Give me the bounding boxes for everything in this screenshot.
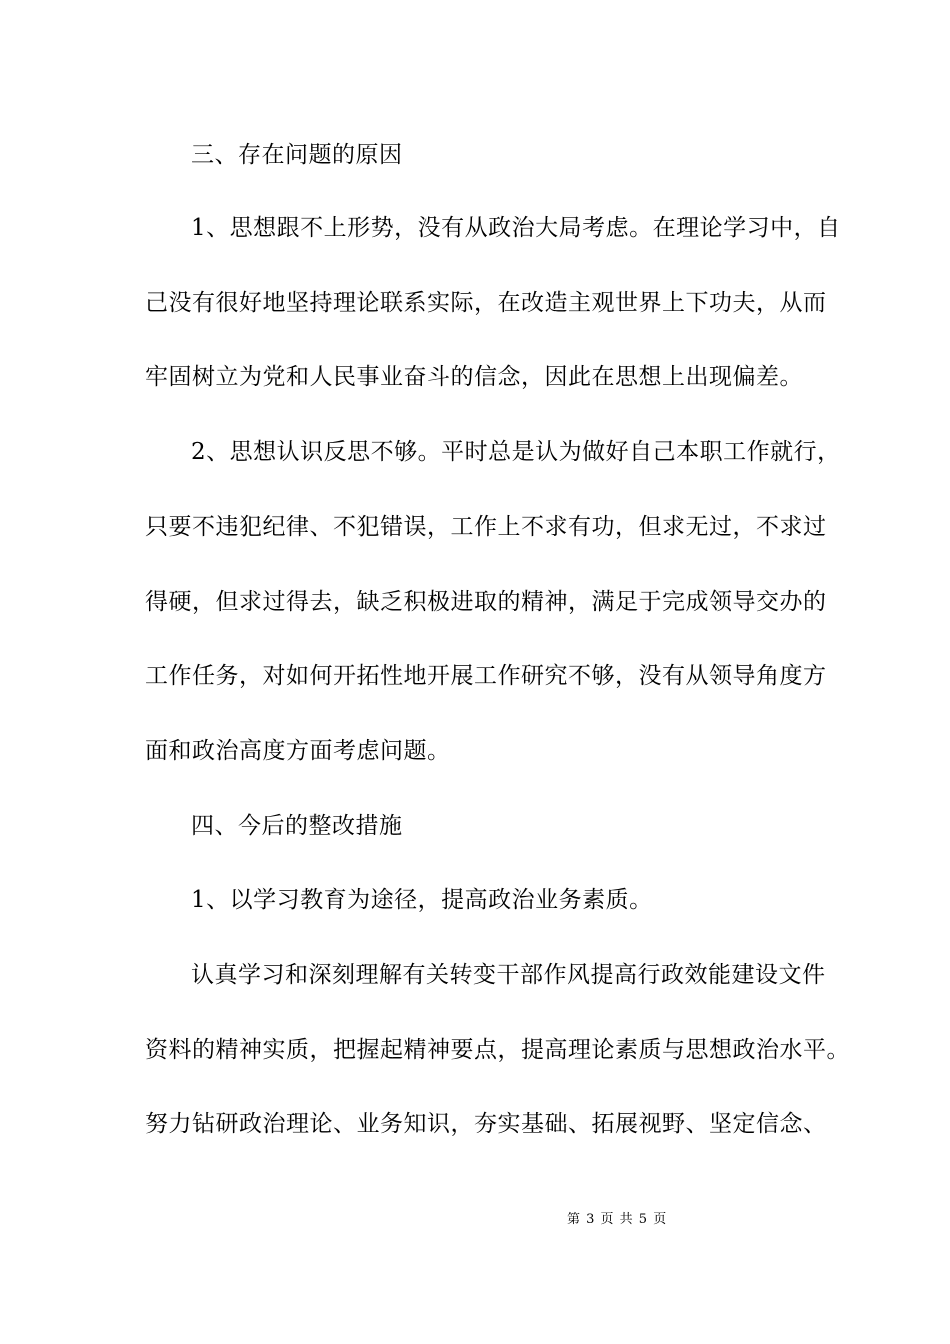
paragraph-line: 面和政治高度方面考虑问题。 xyxy=(145,738,451,764)
paragraph-line: 认真学习和深刻理解有关转变干部作风提高行政效能建设文件 xyxy=(191,962,826,988)
paragraph-line: 努力钻研政治理论、业务知识，夯实基础、拓展视野、坚定信念、 xyxy=(145,1111,827,1137)
paragraph-line: 1、以学习教育为途径，提高政治业务素质。 xyxy=(191,887,653,913)
paragraph-line: 2、思想认识反思不够。平时总是认为做好自己本职工作就行， xyxy=(191,439,841,465)
page-number-footer: 第 3 页 共 5 页 xyxy=(567,1212,667,1227)
paragraph-line: 牢固树立为党和人民事业奋斗的信念，因此在思想上出现偏差。 xyxy=(145,364,803,390)
paragraph-line: 资料的精神实质，把握起精神要点，提高理论素质与思想政治水平。 xyxy=(145,1037,850,1063)
paragraph-line: 只要不违犯纪律、不犯错误，工作上不求有功，但求无过，不求过 xyxy=(145,514,827,540)
heading-section-3: 三、存在问题的原因 xyxy=(191,142,403,168)
paragraph-line: 1、思想跟不上形势，没有从政治大局考虑。在理论学习中，自 xyxy=(191,215,841,241)
paragraph-line: 得硬，但求过得去，缺乏积极进取的精神，满足于完成领导交办的 xyxy=(145,589,827,615)
paragraph-line: 工作任务，对如何开拓性地开展工作研究不够，没有从领导角度方 xyxy=(145,663,827,689)
heading-section-4: 四、今后的整改措施 xyxy=(191,813,403,839)
paragraph-line: 己没有很好地坚持理论联系实际，在改造主观世界上下功夫，从而 xyxy=(145,290,827,316)
